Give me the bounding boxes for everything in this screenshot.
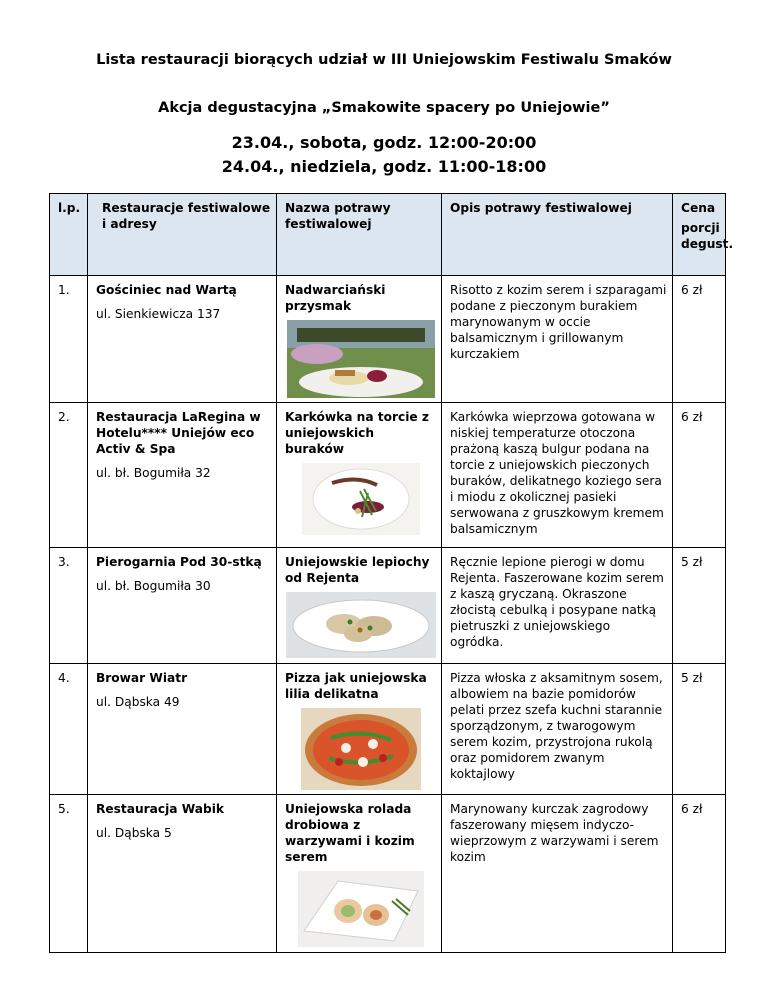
row-lp: 1. [50,276,88,403]
dish-name: Nadwarciański przysmak [285,283,386,313]
row-lp: 2. [50,403,88,548]
table-row [50,276,726,403]
dish-cell [277,548,442,664]
dish-cell [277,276,442,403]
dish-price: 6 zł [673,403,726,548]
header-price-line-1: Cena [681,201,716,215]
dish-cell [277,664,442,795]
header-dish-name: Nazwa potrawy festiwalowej [277,194,442,276]
dish-description: Ręcznie lepione pierogi w domu Rejenta. Faszerowane kozim serem z kaszą gryczaną. Okraszone złocistą cebulką i posypane natką pietruszki z uniejowskiego ogródka. [442,548,673,664]
table-row [50,795,726,953]
dish-cell [277,795,442,953]
dish-price: 6 zł [673,795,726,953]
table-header-row [50,194,726,276]
restaurant-address: ul. Dąbska 5 [96,826,172,840]
row-lp: 5. [50,795,88,953]
table-row [50,548,726,664]
dish-photo [298,871,424,947]
header-description: Opis potrawy festiwalowej [442,194,673,276]
dish-price: 5 zł [673,664,726,795]
dish-description: Marynowany kurczak zagrodowy faszerowany mięsem indyczo-wieprzowym z warzywami i serem kozim [442,795,673,953]
document-subtitle: Akcja degustacyjna „Smakowite spacery po Uniejowie” [158,100,610,116]
restaurants-table [49,193,734,953]
dish-price: 5 zł [673,548,726,664]
restaurant-address: ul. Sienkiewicza 137 [96,307,221,321]
restaurant-name: Gościniec nad Wartą [96,283,237,297]
dish-name: Karkówka na torcie z uniejowskich buraków [285,410,430,456]
dish-description: Pizza włoska z aksamitnym sosem, albowiem na bazie pomidorów pelati przez szefa kuchni starannie sporządzonym, z twarogowym serem kozim, przystrojona rukolą oraz pomidorem zwanym koktajlowy [442,664,673,795]
dish-name: Uniejowskie lepiochy od Rejenta [285,555,430,585]
dish-photo [302,463,420,535]
dish-price: 6 zł [673,276,726,403]
restaurant-address: ul. bł. Bogumiła 30 [96,579,211,593]
dish-photo [286,592,436,658]
restaurant-cell [88,403,277,548]
restaurant-cell [88,548,277,664]
dish-description: Karkówka wieprzowa gotowana w niskiej temperaturze otoczona prażoną kaszą bulgur podana na torcie z uniejowskich pieczonych buraków, delikatnego koziego sera i miodu z okolicznej pasieki serwowana z gruszkowym kremem balsamicznym [442,403,673,548]
dish-name: Pizza jak uniejowska lilia delikatna [285,671,427,701]
header-price-line-2: porcji degust. [681,221,734,251]
restaurant-name: Restauracja Wabik [96,802,224,816]
restaurant-address: ul. Dąbska 49 [96,695,180,709]
restaurant-name: Restauracja LaRegina w Hotelu**** Uniejów eco Activ & Spa [96,410,261,456]
restaurant-address: ul. bł. Bogumiła 32 [96,466,211,480]
header-lp: l.p. [50,194,88,276]
dish-photo [287,320,435,398]
restaurant-name: Pierogarnia Pod 30-stką [96,555,262,569]
dish-name: Uniejowska rolada drobiowa z warzywami i kozim serem [285,802,415,864]
dish-photo [301,708,421,790]
row-lp: 3. [50,548,88,664]
table-row [50,403,726,548]
date-line-sunday: 24.04., niedziela, godz. 11:00-18:00 [221,157,547,176]
dish-cell [277,403,442,548]
table-row [50,664,726,795]
dish-description: Risotto z kozim serem i szparagami podane z pieczonym burakiem marynowanym w occie balsamicznym i grillowanym kurczakiem [442,276,673,403]
restaurant-cell [88,795,277,953]
date-line-saturday: 23.04., sobota, godz. 12:00-20:00 [231,133,537,152]
row-lp: 4. [50,664,88,795]
header-price [673,194,734,276]
restaurant-name: Browar Wiatr [96,671,188,685]
header-restaurant: Restauracje festiwalowe i adresy [88,194,277,276]
restaurant-cell [88,664,277,795]
restaurant-cell [88,276,277,403]
document-title: Lista restauracji biorących udział w III Uniejowskim Festiwalu Smaków [96,52,672,68]
